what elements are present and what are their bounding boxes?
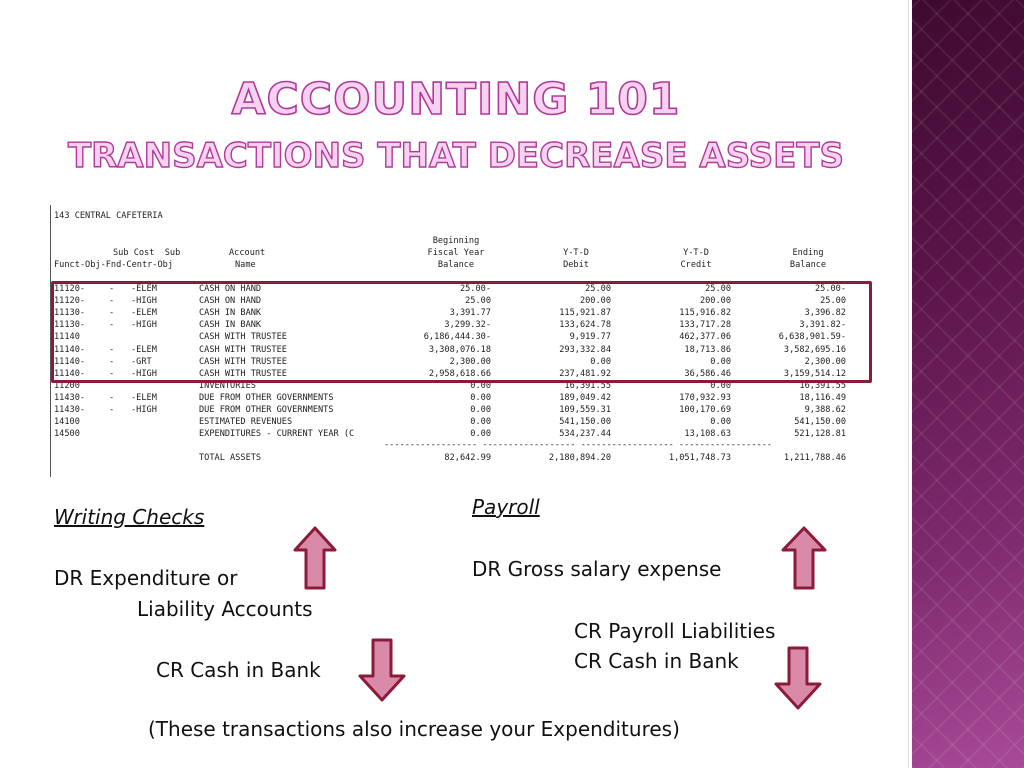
- decorative-side-band: [912, 0, 1024, 768]
- row-ending-balance: 541,150.00: [794, 417, 846, 428]
- row-ending-balance: 25.00-: [814, 284, 846, 294]
- row-function-code: 11140-: [54, 368, 86, 379]
- payroll-credit-cash: CR Cash in Bank: [574, 649, 739, 673]
- arrow-down-icon: [357, 638, 407, 702]
- row-ending-balance: 9,388.62: [804, 405, 846, 415]
- row-function-code: 11200: [54, 380, 80, 391]
- row-fund-code: -: [109, 320, 115, 331]
- page-subtitle: TRANSACTIONS THAT DECREASE ASSETS: [67, 136, 845, 176]
- payroll-heading: Payroll: [472, 495, 540, 519]
- row-function-code: 14500: [54, 429, 80, 440]
- row-fund-code: -: [109, 284, 115, 294]
- row-account-name: DUE FROM OTHER GOVERNMENTS: [199, 392, 334, 403]
- row-fund-code: -: [109, 368, 115, 379]
- row-ytd-credit: 170,932.93: [679, 392, 731, 403]
- row-ytd-credit: 100,170.69: [679, 405, 731, 415]
- row-beginning-balance: 0.00: [470, 392, 491, 403]
- header-account: Account: [229, 248, 266, 258]
- header-credit: Credit: [680, 260, 712, 270]
- total-credit: 1,051,748.73: [668, 453, 731, 463]
- row-beginning-balance: 3,308,076.18: [428, 344, 491, 355]
- row-ytd-debit: 16,391.55: [564, 380, 611, 391]
- row-ytd-credit: 36,586.46: [684, 368, 731, 379]
- row-ytd-credit: 25.00: [705, 284, 731, 294]
- row-ytd-debit: 109,559.31: [559, 405, 611, 415]
- writing-checks-debit-cont: Liability Accounts: [137, 597, 313, 621]
- total-debit: 2,180,894.20: [548, 453, 611, 463]
- row-function-code: 11130-: [54, 308, 86, 319]
- row-ytd-credit: 462,377.06: [679, 332, 731, 343]
- row-fund-code: -: [109, 405, 115, 415]
- row-account-name: CASH WITH TRUSTEE: [199, 368, 287, 379]
- total-beginning: 82,642.99: [444, 453, 491, 463]
- row-ending-balance: 6,638,901.59-: [778, 332, 846, 343]
- row-beginning-balance: 0.00: [470, 429, 491, 440]
- row-account-name: CASH IN BANK: [199, 308, 262, 319]
- writing-checks-credit: CR Cash in Bank: [156, 658, 321, 682]
- row-beginning-balance: 3,391.77: [449, 308, 491, 319]
- row-ytd-credit: 0.00: [710, 417, 731, 428]
- row-ytd-debit: 237,481.92: [559, 368, 611, 379]
- payroll-debit: DR Gross salary expense: [472, 557, 722, 581]
- row-center-code: -ELEM: [131, 344, 157, 355]
- row-ending-balance: 3,391.82-: [799, 320, 846, 331]
- payroll-credit-liabilities: CR Payroll Liabilities: [574, 619, 776, 643]
- arrow-up-icon: [781, 526, 827, 590]
- footer-note: (These transactions also increase your Expenditures): [148, 717, 680, 741]
- row-function-code: 11130-: [54, 320, 86, 331]
- row-ytd-debit: 189,049.42: [559, 392, 611, 403]
- row-ending-balance: 18,116.49: [799, 392, 846, 403]
- row-account-name: INVENTORIES: [199, 380, 256, 391]
- header-beginning: Beginning: [432, 236, 480, 246]
- header-fiscal-year: Fiscal Year: [427, 248, 485, 258]
- page-title: ACCOUNTING 101: [231, 74, 681, 125]
- row-fund-code: -: [109, 308, 115, 319]
- row-function-code: 11430-: [54, 392, 86, 403]
- row-ytd-debit: 115,921.87: [559, 308, 611, 319]
- header-balance-ending: Balance: [789, 260, 827, 270]
- row-beginning-balance: 6,186,444.30-: [423, 332, 491, 343]
- row-account-name: CASH ON HAND: [199, 296, 262, 307]
- row-beginning-balance: 3,299.32-: [444, 320, 491, 331]
- row-center-code: -ELEM: [131, 284, 157, 294]
- row-beginning-balance: 0.00: [470, 417, 491, 428]
- row-account-name: CASH IN BANK: [199, 320, 262, 331]
- row-fund-code: -: [109, 344, 115, 355]
- header-ytd-credit: Y-T-D: [683, 248, 709, 258]
- header-account-name: Name: [235, 260, 256, 270]
- row-center-code: -ELEM: [131, 308, 157, 319]
- row-ending-balance: 3,582,695.16: [783, 344, 846, 355]
- row-account-name: EXPENDITURES - CURRENT YEAR (C: [199, 429, 355, 440]
- row-ending-balance: 3,396.82: [804, 308, 846, 319]
- row-ytd-credit: 133,717.28: [679, 320, 731, 331]
- cash-accounts-highlight: [51, 281, 872, 383]
- row-ending-balance: 16,391.55: [799, 380, 846, 391]
- row-function-code: 11140-: [54, 344, 86, 355]
- row-ytd-credit: 0.00: [710, 380, 731, 391]
- row-ytd-credit: 0.00: [710, 356, 731, 367]
- row-ending-balance: 2,300.00: [804, 356, 846, 367]
- row-center-code: -HIGH: [131, 368, 157, 379]
- arrow-up-icon: [293, 526, 337, 590]
- fund-title: 143 CENTRAL CAFETERIA: [54, 211, 163, 221]
- row-account-name: CASH WITH TRUSTEE: [199, 332, 287, 343]
- row-account-name: CASH WITH TRUSTEE: [199, 344, 287, 355]
- row-center-code: -HIGH: [131, 296, 157, 307]
- row-ytd-debit: 133,624.78: [559, 320, 611, 331]
- row-function-code: 14100: [54, 417, 80, 428]
- arrow-down-icon: [773, 646, 823, 710]
- row-account-name: CASH WITH TRUSTEE: [199, 356, 287, 367]
- row-beginning-balance: 2,958,618.66: [428, 368, 491, 379]
- row-beginning-balance: 25.00-: [459, 284, 491, 294]
- header-codes-top: Sub Cost Sub: [113, 248, 181, 258]
- row-ytd-credit: 115,916.82: [679, 308, 731, 319]
- row-ytd-credit: 200.00: [699, 296, 731, 307]
- row-function-code: 11140-: [54, 356, 86, 367]
- row-ending-balance: 25.00: [820, 296, 846, 307]
- row-account-name: CASH ON HAND: [199, 284, 262, 294]
- total-separator: ------------------ ------------------ ------------------ ------------------: [384, 440, 773, 450]
- row-beginning-balance: 25.00: [465, 296, 491, 307]
- total-ending: 1,211,788.46: [783, 453, 846, 463]
- row-ytd-debit: 200.00: [579, 296, 611, 307]
- row-ytd-debit: 293,332.84: [559, 344, 611, 355]
- row-function-code: 11120-: [54, 296, 86, 307]
- row-center-code: -GRT: [131, 356, 152, 367]
- writing-checks-debit: DR Expenditure or: [54, 566, 238, 590]
- row-beginning-balance: 2,300.00: [449, 356, 491, 367]
- row-ending-balance: 521,128.81: [794, 429, 846, 440]
- row-fund-code: -: [109, 392, 115, 403]
- row-center-code: -HIGH: [131, 405, 157, 415]
- row-fund-code: -: [109, 296, 115, 307]
- header-balance-beginning: Balance: [437, 260, 475, 270]
- row-ytd-credit: 18,713.86: [684, 344, 731, 355]
- header-ending: Ending: [792, 248, 824, 258]
- total-label: TOTAL ASSETS: [199, 453, 262, 463]
- header-codes-bottom: Funct-Obj-Fnd-Centr-Obj: [54, 260, 173, 270]
- row-ytd-debit: 25.00: [585, 284, 611, 294]
- row-ytd-credit: 13,108.63: [684, 429, 731, 440]
- row-function-code: 11430-: [54, 405, 86, 415]
- row-ytd-debit: 0.00: [590, 356, 611, 367]
- row-ending-balance: 3,159,514.12: [783, 368, 846, 379]
- row-account-name: DUE FROM OTHER GOVERNMENTS: [199, 405, 334, 415]
- writing-checks-heading: Writing Checks: [54, 505, 205, 529]
- row-beginning-balance: 0.00: [470, 405, 491, 415]
- row-center-code: -HIGH: [131, 320, 157, 331]
- row-ytd-debit: 541,150.00: [559, 417, 611, 428]
- row-ytd-debit: 534,237.44: [559, 429, 611, 440]
- row-center-code: -ELEM: [131, 392, 157, 403]
- row-function-code: 11140: [54, 332, 80, 343]
- row-ytd-debit: 9,919.77: [569, 332, 611, 343]
- row-fund-code: -: [109, 356, 115, 367]
- row-function-code: 11120-: [54, 284, 86, 294]
- header-ytd-debit: Y-T-D: [563, 248, 589, 258]
- header-debit: Debit: [563, 260, 589, 270]
- row-account-name: ESTIMATED REVENUES: [199, 417, 293, 428]
- row-beginning-balance: 0.00: [470, 380, 491, 391]
